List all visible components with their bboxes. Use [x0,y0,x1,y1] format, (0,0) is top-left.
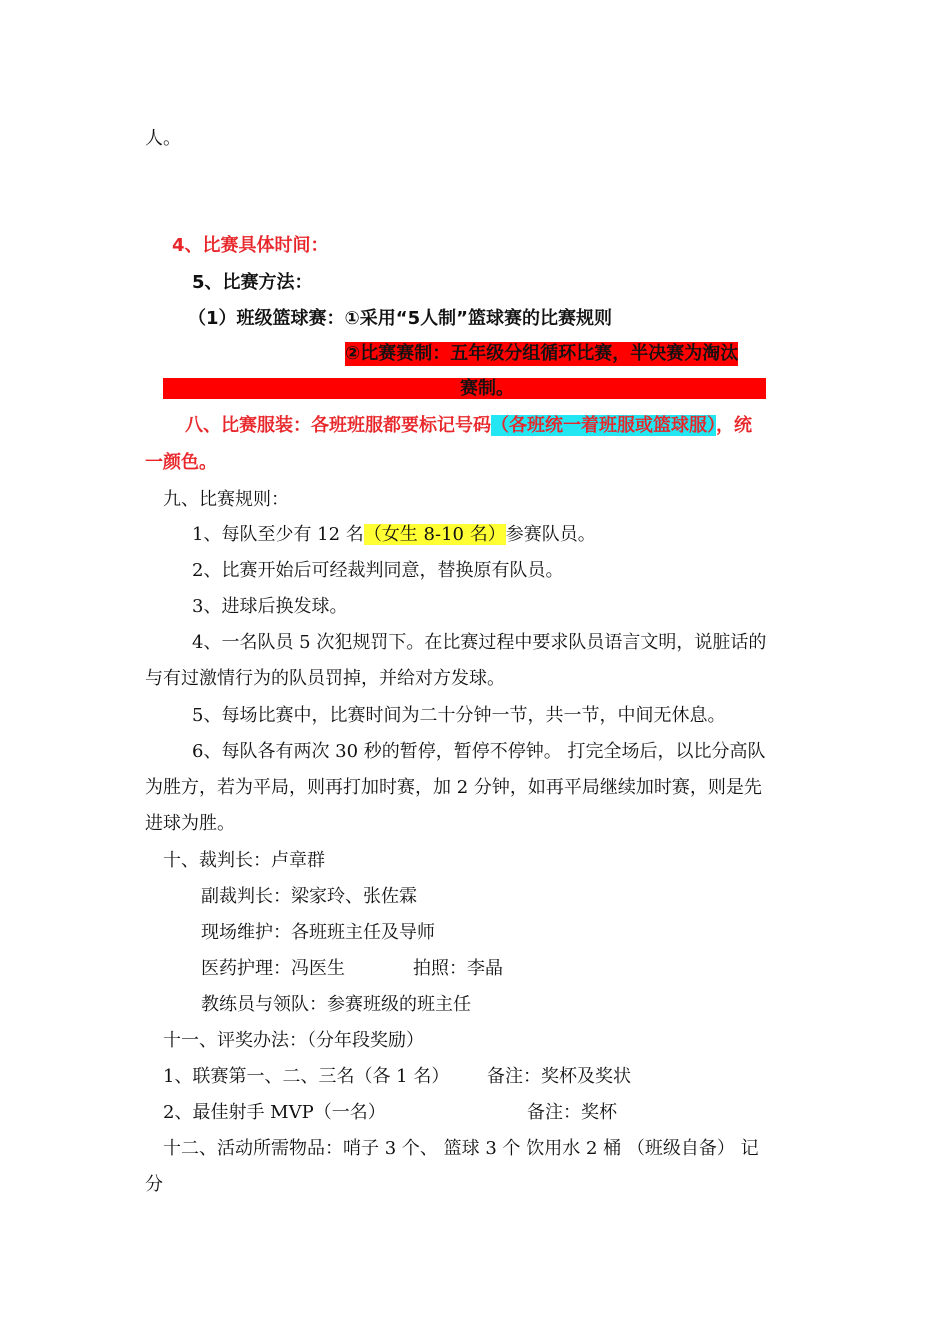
rule-item: 3、进球后换发球。 [192,596,348,617]
heading-text: 八、比赛服装：各班班服都要标记号码 [185,415,491,436]
text-line: （1）班级篮球赛：①采用“5人制”篮球赛的比赛规则 [188,308,612,329]
rule-item: 进球为胜。 [145,813,235,834]
heading-text: ，统 [716,415,752,436]
text-line: 一颜色。 [145,452,217,473]
section-heading: 十一、评奖办法：（分年段奖励） [163,1030,424,1051]
staff-line: 医药护理：冯医生 [201,958,345,979]
section-heading: 4、比赛具体时间： [172,235,329,256]
award-line: 2、最佳射手 MVP（一名） [163,1102,386,1123]
rule-item: 4、一名队员 5 次犯规罚下。在比赛过程中要求队员语言文明，说脏话的 [192,632,767,653]
section-heading [185,414,752,438]
staff-line: 拍照：李晶 [413,958,503,979]
staff-line: 教练员与领队：参赛班级的班主任 [201,994,471,1015]
rule-item: 2、比赛开始后可经裁判同意，替换原有队员。 [192,560,564,581]
section-heading: 十、裁判长：卢章群 [163,850,325,871]
rule-item: 为胜方，若为平局，则再打加时赛，加 2 分钟，如再平局继续加时赛，则是先 [145,777,762,798]
section-heading: 十二、活动所需物品：哨子 3 个、 篮球 3 个 饮用水 2 桶 （班级自备） 记 [163,1138,759,1159]
text-line: 分 [145,1174,163,1195]
rule-text: 1、每队至少有 12 名 [192,524,364,545]
rule-text: 参赛队员。 [505,524,596,545]
highlighted-text: 赛制。 [460,378,514,399]
highlighted-text: ②比赛赛制：五年级分组循环比赛，半决赛为淘汰 [345,343,739,364]
award-line: 1、联赛第一、二、三名（各 1 名） [163,1066,450,1087]
staff-line: 副裁判长：梁家玲、张佐霖 [201,886,417,907]
staff-line: 现场维护：各班班主任及导师 [201,922,435,943]
award-note: 备注：奖杯 [527,1102,617,1123]
rule-item: 5、每场比赛中，比赛时间为二十分钟一节，共一节，中间无休息。 [192,705,726,726]
rule-item: 与有过激情行为的队员罚掉，并给对方发球。 [145,668,505,689]
rule-item [192,523,596,547]
yellow-highlight-text: （女生 8-10 名） [363,524,506,545]
award-note: 备注：奖杯及奖状 [487,1066,631,1087]
section-heading: 九、比赛规则： [163,489,289,510]
section-heading: 5、比赛方法： [192,272,313,293]
cyan-highlight-text: （各班统一着班服或篮球服） [491,415,716,436]
text-line: 人。 [145,128,181,149]
rule-item: 6、每队各有两次 30 秒的暂停，暂停不停钟。 打完全场后，以比分高队 [192,741,766,762]
